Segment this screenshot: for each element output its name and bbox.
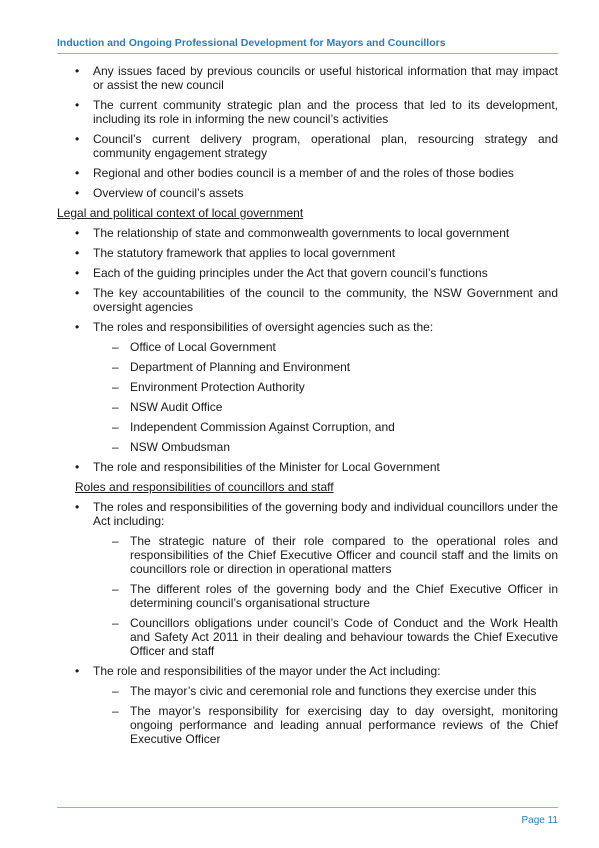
- dash-marker: –: [112, 420, 119, 434]
- footer-divider: [57, 807, 558, 808]
- list-item-text: The role and responsibilities of the mayor under the Act including:: [93, 664, 441, 678]
- sub-list-item: [57, 534, 558, 576]
- sub-list-item: [57, 400, 558, 414]
- bullet-marker: •: [75, 64, 80, 78]
- sub-list-item: [57, 684, 558, 698]
- bullet-marker: •: [75, 166, 80, 180]
- section-heading-roles: Roles and responsibilities of councillors and staff: [75, 480, 334, 494]
- sub-list-item: [57, 380, 558, 394]
- list-item-text: The roles and responsibilities of oversight agencies such as the:: [93, 320, 434, 334]
- dash-marker: –: [112, 440, 119, 454]
- sub-list-item-text: Office of Local Government: [130, 340, 276, 354]
- list-item: [57, 286, 558, 314]
- bullet-marker: •: [75, 246, 80, 260]
- list-item: [57, 226, 558, 240]
- list-item-text: Overview of council’s assets: [93, 186, 244, 200]
- bullet-marker: •: [75, 226, 80, 240]
- sub-list-item: [57, 440, 558, 454]
- page-header: Induction and Ongoing Professional Development for Mayors and Councillors: [57, 37, 558, 54]
- document-body: [57, 64, 558, 752]
- sub-list-item-text: NSW Ombudsman: [130, 440, 231, 454]
- list-item: [57, 246, 558, 260]
- sub-list-item: [57, 616, 558, 658]
- dash-marker: –: [112, 582, 119, 596]
- list-item: [57, 98, 558, 126]
- bullet-marker: •: [75, 500, 80, 514]
- sub-list-item-text: The mayor’s responsibility for exercising day to day oversight, monitoring ongoing performance and leading annual performance reviews of the Chief Executive Officer: [130, 704, 558, 746]
- list-item: [57, 132, 558, 160]
- page-number: Page 11: [521, 815, 558, 826]
- bullet-marker: •: [75, 132, 80, 146]
- bullet-marker: •: [75, 266, 80, 280]
- dash-marker: –: [112, 684, 119, 698]
- list-item-text: The current community strategic plan and the process that led to its development, including its role in informing the new council’s activities: [93, 98, 558, 126]
- sub-list-item-text: Environment Protection Authority: [130, 380, 305, 394]
- dash-marker: –: [112, 704, 119, 718]
- sub-list-item-text: The different roles of the governing body and the Chief Executive Officer in determining council’s organisational structure: [130, 582, 558, 610]
- sub-list-item-text: Councillors obligations under council’s Code of Conduct and the Work Health and Safety Act 2011 in their dealing and behaviour towards the Chief Executive Officer and staff: [130, 616, 558, 658]
- list-item: [57, 320, 558, 334]
- list-item: [57, 500, 558, 528]
- bullet-marker: •: [75, 186, 80, 200]
- list-item-text: Each of the guiding principles under the Act that govern council’s functions: [93, 266, 488, 280]
- bullet-marker: •: [75, 460, 80, 474]
- bullet-marker: •: [75, 320, 80, 334]
- sub-list-item-text: Department of Planning and Environment: [130, 360, 351, 374]
- sub-list-item: [57, 360, 558, 374]
- dash-marker: –: [112, 340, 119, 354]
- sub-list-item-text: The mayor’s civic and ceremonial role and functions they exercise under this: [130, 684, 537, 698]
- sub-list-item-text: NSW Audit Office: [130, 400, 223, 414]
- section-heading-legal: Legal and political context of local government: [57, 206, 304, 220]
- dash-marker: –: [112, 380, 119, 394]
- bullet-marker: •: [75, 286, 80, 300]
- list-item: [57, 186, 558, 200]
- sub-list-item-text: The strategic nature of their role compared to the operational roles and responsibilities of the Chief Executive Officer and council staff and the limits on councillors role or direction in operational matters: [130, 534, 558, 576]
- list-item: [57, 664, 558, 678]
- list-item: [57, 64, 558, 92]
- bullet-marker: •: [75, 98, 80, 112]
- list-item-text: Any issues faced by previous councils or useful historical information that may impact or assist the new council: [93, 64, 558, 92]
- dash-marker: –: [112, 534, 119, 548]
- list-item: [57, 460, 558, 474]
- sub-list-item: [57, 582, 558, 610]
- list-item-text: The key accountabilities of the council to the community, the NSW Government and oversight agencies: [93, 286, 558, 314]
- list-item: [57, 266, 558, 280]
- list-item-text: Council’s current delivery program, operational plan, resourcing strategy and community engagement strategy: [93, 132, 558, 160]
- list-item-text: The roles and responsibilities of the governing body and individual councillors under the Act including:: [93, 500, 558, 528]
- list-item-text: The relationship of state and commonwealth governments to local government: [93, 226, 510, 240]
- sub-list-item-text: Independent Commission Against Corruption, and: [130, 420, 395, 434]
- dash-marker: –: [112, 360, 119, 374]
- list-item-text: Regional and other bodies council is a member of and the roles of those bodies: [93, 166, 514, 180]
- sub-list-item: [57, 340, 558, 354]
- list-item-text: The statutory framework that applies to local government: [93, 246, 396, 260]
- sub-list-item: [57, 420, 558, 434]
- list-item-text: The role and responsibilities of the Minister for Local Government: [93, 460, 440, 474]
- bullet-marker: •: [75, 664, 80, 678]
- dash-marker: –: [112, 400, 119, 414]
- sub-list-item: [57, 704, 558, 746]
- dash-marker: –: [112, 616, 119, 630]
- list-item: [57, 166, 558, 180]
